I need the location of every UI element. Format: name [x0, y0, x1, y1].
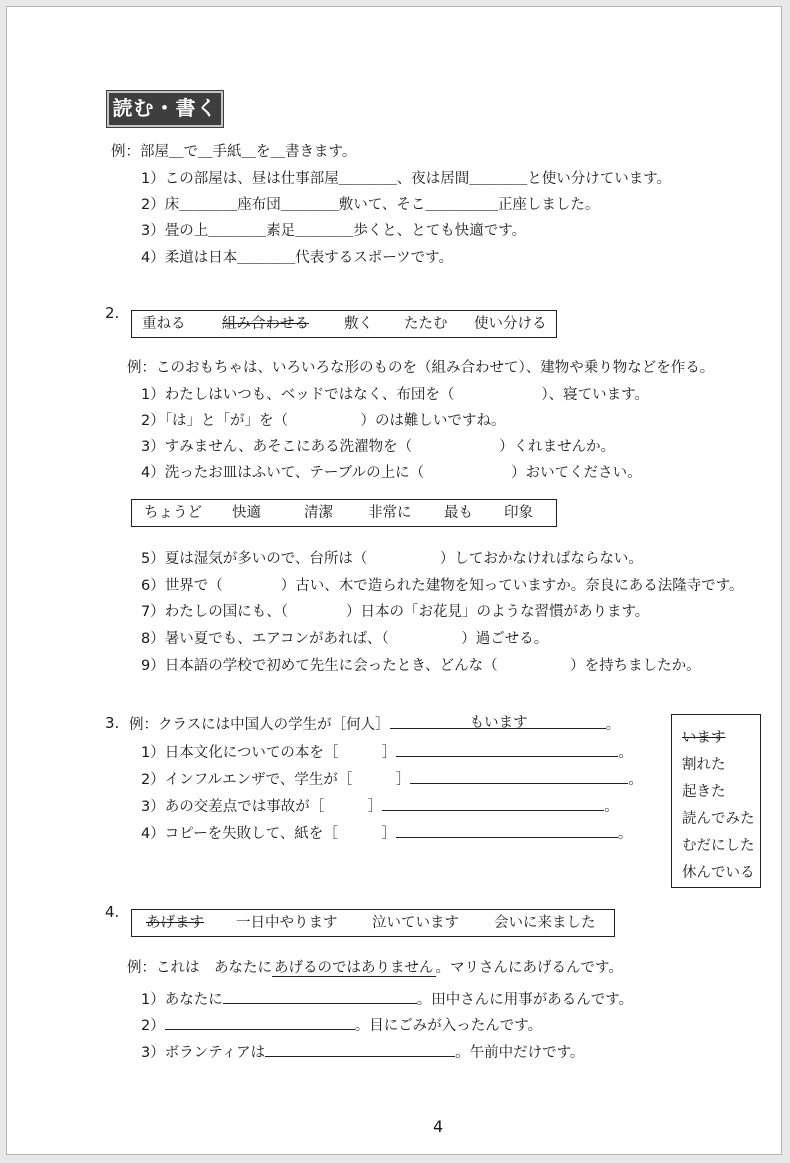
- word-tsukaiwakeru: 使い分ける: [474, 316, 547, 332]
- q3-item-3-answer[interactable]: [382, 796, 604, 811]
- q3-example: [129, 714, 620, 734]
- word-kaiteki: 快適: [232, 505, 261, 521]
- word-kumiawaseru: 組み合わせる: [222, 316, 309, 332]
- q4-item-1-answer[interactable]: [223, 989, 417, 1004]
- q2-item-5: 5）夏は湿気が多いので、台所は（ ）しておかなければならない。: [141, 551, 643, 567]
- word-choudo: ちょうど: [144, 505, 202, 521]
- q3-item-4: 4）コピーを失敗して、紙を［ ］ 。: [141, 823, 632, 843]
- q4-item-2: 2） 。目にごみが入ったんです。: [141, 1015, 542, 1035]
- q4-number: 4.: [105, 903, 120, 921]
- q4-word-box: [131, 909, 615, 937]
- word-naiteimasu: 泣いています: [372, 915, 459, 931]
- q3-example-answer-line: [390, 714, 606, 729]
- q1-item-1: 1）この部屋は、昼は仕事部屋＿＿＿＿、夜は居間＿＿＿＿と使い分けています。: [141, 171, 672, 187]
- choice-imasu: います: [682, 730, 726, 746]
- q3-choices-box: [671, 714, 761, 888]
- section-header: 読む・書く: [107, 91, 223, 127]
- q2-item-9: 9）日本語の学校で初めて先生に会ったとき、どんな（ ）を持ちましたか。: [141, 658, 701, 674]
- q4-item-2-answer[interactable]: [165, 1015, 355, 1030]
- q3-item-1: 1）日本文化についての本を［ ］ 。: [141, 742, 633, 762]
- q4-example-answer: あげるのではありません: [274, 960, 434, 976]
- page-number: 4: [433, 1117, 444, 1136]
- q2-number: 2.: [105, 304, 120, 322]
- q1-item-3: 3）畳の上＿＿＿＿素足＿＿＿＿歩くと、とても快適です。: [141, 223, 527, 239]
- choice-mudanishita: むだにした: [682, 838, 755, 854]
- q2-item-4: 4）洗ったお皿はふいて、テーブルの上に（ ）おいてください。: [141, 465, 642, 481]
- q3-example-prefix: 例：クラスには中国人の学生が［何人］: [129, 717, 390, 733]
- q1-example: 例：部屋＿で＿手紙＿を＿書きます。: [111, 144, 357, 160]
- q2-item-8: 8）暑い夏でも、エアコンがあれば、（ ）過ごせる。: [141, 631, 549, 647]
- choice-okita: 起きた: [682, 784, 726, 800]
- q3-item-2: 2）インフルエンザで、学生が［ ］ 。: [141, 769, 643, 789]
- q3-item-2-answer[interactable]: [410, 769, 628, 784]
- q3-item-4-answer[interactable]: [396, 823, 618, 838]
- word-kasaneru: 重ねる: [142, 316, 186, 332]
- word-inshou: 印象: [504, 505, 533, 521]
- choice-wareta: 割れた: [682, 757, 726, 773]
- q2-word-box-a: [131, 310, 557, 338]
- q3-item-1-answer[interactable]: [396, 742, 618, 757]
- choice-yondemita: 読んでみた: [682, 811, 755, 827]
- word-shiku: 敷く: [344, 316, 373, 332]
- q3-example-answer: もいます: [469, 715, 528, 731]
- q4-example: [127, 959, 623, 977]
- q3-item-3: 3）あの交差点では事故が［ ］ 。: [141, 796, 619, 816]
- q4-example-prefix: 例：これは あなたに: [127, 960, 272, 976]
- word-seiketsu: 清潔: [304, 505, 333, 521]
- word-aini-kimashita: 会いに来ました: [494, 915, 596, 931]
- word-agemasu: あげます: [146, 915, 204, 931]
- q2-word-box-b: [131, 499, 557, 527]
- q2-example: 例：このおもちゃは、いろいろな形のものを（組み合わせて）、建物や乗り物などを作る。: [127, 360, 715, 376]
- q2-item-1: 1）わたしはいつも、ベッドではなく、布団を（ ）、寝ています。: [141, 387, 650, 403]
- q3-item-1-text: 1）日本文化についての本を［ ］: [141, 745, 397, 761]
- q4-item-3-answer[interactable]: [265, 1042, 455, 1057]
- word-mottomo: 最も: [444, 505, 473, 521]
- word-hijouni: 非常に: [368, 505, 412, 521]
- word-tatamu: たたむ: [404, 316, 448, 332]
- q2-item-6: 6）世界で（ ）古い、木で造られた建物を知っていますか。奈良にある法隆寺です。: [141, 578, 744, 594]
- word-ichinichijuu: 一日中やります: [236, 915, 338, 931]
- q1-item-2: 2）床＿＿＿＿座布団＿＿＿＿敷いて、そこ＿＿＿＿＿正座しました。: [141, 197, 600, 213]
- q3-example-end: 。: [605, 717, 621, 733]
- q1-item-4: 4）柔道は日本＿＿＿＿代表するスポーツです。: [141, 250, 453, 266]
- q3-number: 3.: [105, 714, 120, 732]
- q4-item-1: 1）あなたに 。田中さんに用事があるんです。: [141, 989, 633, 1009]
- q2-item-2: 2）「は」と「が」を（ ）のは難しいですね。: [141, 413, 506, 429]
- q3-item-2-text: 2）インフルエンザで、学生が［ ］: [141, 772, 411, 788]
- q4-item-3: 3）ボランティアは 。午前中だけです。: [141, 1042, 584, 1062]
- q2-item-7: 7）わたしの国にも、（ ）日本の「お花見」のような習慣があります。: [141, 604, 650, 620]
- choice-yasundeiru: 休んでいる: [682, 865, 755, 881]
- workbook-page: [6, 6, 782, 1155]
- q2-item-3: 3）すみません、あそこにある洗濯物を（ ）くれませんか。: [141, 439, 616, 455]
- q4-example-suffix: 。マリさんにあげるんです。: [435, 960, 623, 976]
- q3-item-4-text: 4）コピーを失敗して、紙を［ ］: [141, 826, 396, 842]
- q3-item-3-text: 3）あの交差点では事故が［ ］: [141, 799, 383, 815]
